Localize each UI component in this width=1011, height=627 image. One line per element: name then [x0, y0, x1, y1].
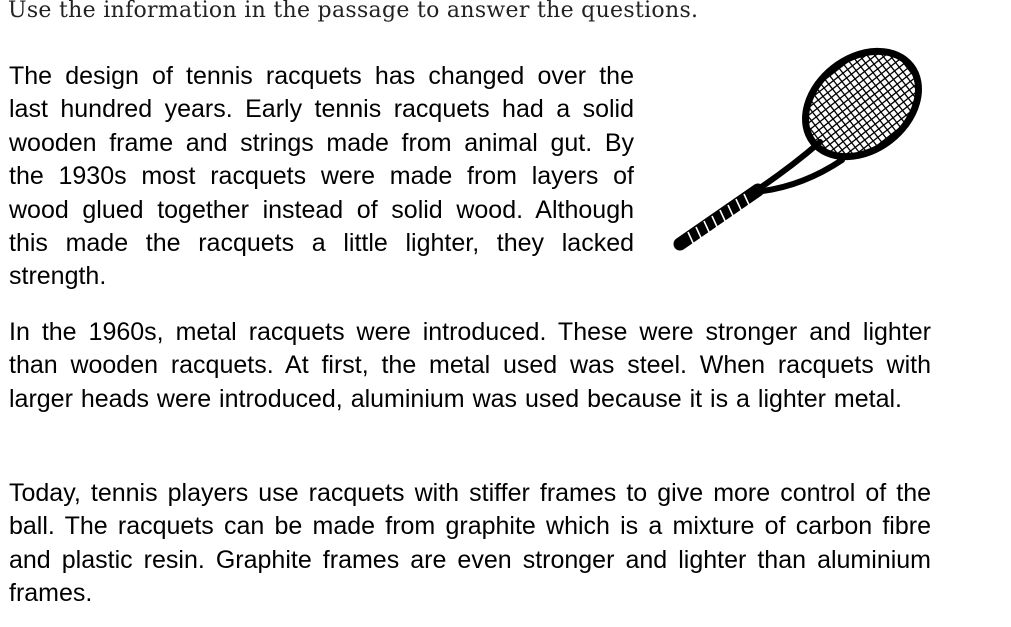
- tennis-racquet-icon: [672, 40, 940, 258]
- instruction-text: Use the information in the passage to answer the questions.: [8, 0, 699, 23]
- passage-paragraph-1: The design of tennis racquets has changed over the last hundred years. Early tennis racquets had a solid wooden frame and strings made from animal gut. By the 1930s most racquets were made from layers of wood glued together instead of solid wood. Although this made the racquets a little lighter, they lacked strength.: [9, 62, 634, 291]
- passage-paragraph-2: In the 1960s, metal racquets were introduced. These were stronger and lighter than wooden racquets. At first, the metal used was steel. When racquets with larger heads were introduced, aluminium was used because it is a lighter metal.: [9, 318, 931, 413]
- passage-paragraph-3: Today, tennis players use racquets with stiffer frames to give more control of the ball. The racquets can be made from graphite which is a mixture of carbon fibre and plastic resin. Graphite frames are even stronger and lighter than aluminium frames.: [9, 479, 931, 608]
